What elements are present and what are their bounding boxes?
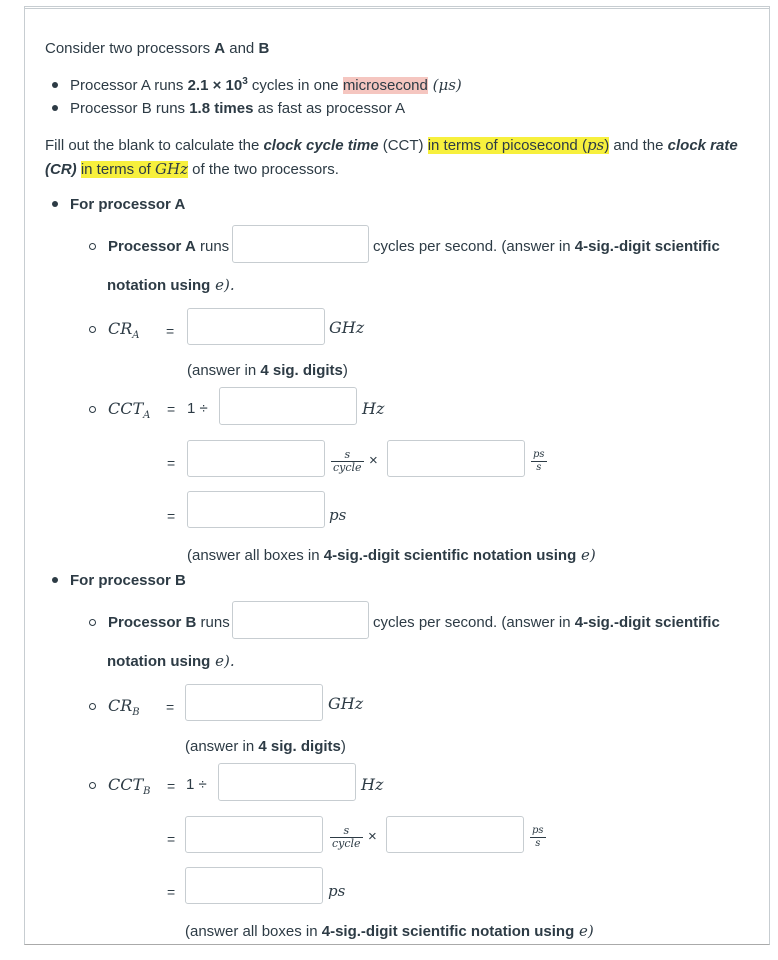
a-cycles-per-second-input[interactable]	[232, 225, 369, 263]
a-cct-seconds-input[interactable]	[187, 440, 325, 477]
ps-per-s-fraction: $\frac{ps}{s}$	[533, 449, 545, 473]
bullet-circle	[89, 243, 96, 250]
bullet-dot	[52, 201, 58, 207]
intro-text: Consider two processors A and B	[45, 40, 270, 57]
a-notation-text: notation using e).	[107, 276, 235, 294]
times-sign: ×	[368, 828, 377, 845]
equals-sign: =	[167, 401, 176, 417]
equals-sign: =	[166, 699, 175, 715]
b-cr-label: $CR_B$	[89, 696, 140, 718]
bullet-circle	[89, 326, 96, 333]
a-cr-label: $CR_A$	[89, 319, 140, 341]
a-ps-conversion-input[interactable]	[387, 440, 525, 477]
equals-sign: =	[167, 778, 176, 794]
bullet-circle	[89, 619, 96, 626]
b-all-boxes-note: (answer all boxes in 4-sig.-digit scientific notation using e)	[185, 922, 594, 940]
bullet-dot	[52, 105, 58, 111]
b-runs-label: Processor B runs	[89, 614, 230, 631]
a-cct-divisor-input[interactable]	[219, 387, 357, 425]
s-per-cycle-fraction: s cycle	[333, 448, 362, 474]
b-sig-note: (answer in 4 sig. digits)	[185, 738, 346, 755]
highlight-microsecond: microsecond	[342, 77, 428, 94]
ps-per-s-fraction: $\frac{ps}{s}$	[532, 825, 544, 849]
one-divided-by: 1 ÷	[187, 400, 208, 417]
b-notation-text: notation using e).	[107, 652, 235, 670]
b-runs-suffix: cycles per second. (answer in 4-sig.-digit scientific	[373, 614, 720, 631]
bullet-circle	[89, 703, 96, 710]
one-divided-by: 1 ÷	[186, 776, 207, 793]
a-sig-note: (answer in 4 sig. digits)	[187, 362, 348, 379]
highlight-ps: in terms of picosecond (ps)	[427, 136, 610, 154]
a-runs-suffix: cycles per second. (answer in 4-sig.-digit scientific	[373, 238, 720, 255]
b-ps-unit: ps	[328, 882, 346, 900]
b-cct-label: $CCT_B$	[89, 775, 151, 797]
b-ps-conversion-input[interactable]	[386, 816, 524, 853]
b-clock-rate-input[interactable]	[185, 684, 323, 721]
times-sign: ×	[369, 452, 378, 469]
bullet-processor-b: Processor B runs 1.8 times as fast as processor A	[52, 100, 405, 117]
equals-sign: =	[167, 831, 176, 847]
equals-sign: =	[167, 455, 176, 471]
b-cycles-per-second-input[interactable]	[232, 601, 369, 639]
s-per-cycle-fraction: s cycle	[332, 824, 361, 850]
b-cct-divisor-input[interactable]	[218, 763, 356, 801]
equals-sign: =	[166, 323, 175, 339]
a-runs-label: Processor A runs	[89, 238, 229, 255]
b-ghz-unit: GHz	[328, 694, 364, 713]
a-cct-ps-input[interactable]	[187, 491, 325, 528]
bullet-circle	[89, 406, 96, 413]
equals-sign: =	[167, 884, 176, 900]
instructions-line1: Fill out the blank to calculate the clock cycle time (CCT) in terms of picosecond (ps) and the clock rate	[45, 136, 738, 154]
section-heading-a: For processor A	[52, 196, 185, 213]
bullet-dot	[52, 577, 58, 583]
bullet-circle	[89, 782, 96, 789]
a-all-boxes-note: (answer all boxes in 4-sig.-digit scientific notation using e)	[187, 546, 596, 564]
bullet-processor-a: Processor A runs $2.1 \times 10^3$ cycles in one microsecond (μs)	[52, 76, 462, 94]
instructions-line2: (CR) in terms of GHz of the two processors.	[45, 160, 339, 178]
a-hz-unit: Hz	[362, 399, 385, 418]
a-cct-label: $CCT_A$	[89, 399, 150, 421]
highlight-ghz: in terms of GHz	[80, 160, 188, 178]
a-ps-unit: ps	[329, 506, 347, 524]
b-hz-unit: Hz	[361, 775, 384, 794]
a-clock-rate-input[interactable]	[187, 308, 325, 345]
equals-sign: =	[167, 508, 176, 524]
section-heading-b: For processor B	[52, 572, 186, 589]
b-cct-ps-input[interactable]	[185, 867, 323, 904]
a-ghz-unit: GHz	[329, 318, 365, 337]
bullet-dot	[52, 82, 58, 88]
b-cct-seconds-input[interactable]	[185, 816, 323, 853]
